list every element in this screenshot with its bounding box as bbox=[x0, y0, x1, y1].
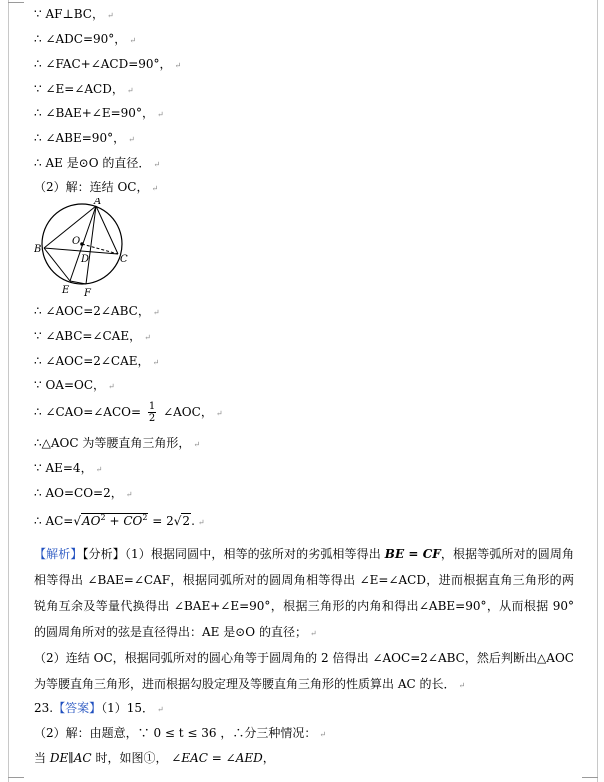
proof-line: ∴ ∠BAE+∠E=90°， ↵ bbox=[34, 106, 164, 120]
circle-figure bbox=[34, 198, 138, 298]
fraction-half: $\frac{1}{2}$ bbox=[148, 401, 156, 424]
q23-line: （2）解：由题意，∵ 0 ≤ t ≤ 36 ，∴分三种情况： ↵ bbox=[34, 726, 327, 740]
proof-line: ∵ ∠ABC=∠CAE， ↵ bbox=[34, 329, 151, 343]
proof-line: ∴ AO=CO=2， ↵ bbox=[34, 486, 133, 500]
arc-equation: BE = CF bbox=[384, 547, 441, 561]
answer-tag: 【答案】 bbox=[53, 701, 102, 715]
q23-line: 当 DE∥AC 时，如图①， ∠EAC = ∠AED， bbox=[34, 751, 275, 765]
label-d: D bbox=[81, 254, 90, 265]
left-margin-line bbox=[8, 0, 9, 782]
label-c: C bbox=[120, 254, 128, 265]
proof-line: ∴ ∠AOC=2∠CAE， ↵ bbox=[34, 354, 160, 368]
corner-mark bbox=[8, 2, 24, 3]
label-a: A bbox=[94, 198, 102, 207]
analysis-paragraph: 【解析】【分析】（1）根据同圆中，相等的弦所对的劣弧相等得出 BE = CF，根据等弧所对的圆周角相等得出 ∠BAE=∠CAF，根据同弧所对的圆周角相等得出 ∠E=∠ACD，进而根据直角三角形的两锐角互余及等量代换得出 ∠BAE+∠E=90°，根据三角形的内角和得出∠ABE=90°，从而根据 90°的圆周角所对的弦是直径得出：AE 是⊙O 的直径； ↵ bbox=[34, 547, 574, 639]
analysis-tag: 【解析】 bbox=[34, 547, 83, 561]
proof-line: （2）解：连结 OC， ↵ bbox=[34, 180, 159, 194]
analysis-paragraph: （2）连结 OC，根据同弧所对的圆心角等于圆周角的 2 倍得出 ∠AOC=2∠ABC，然后判断出△AOC 为等腰直角三角形，进而根据勾股定理及等腰直角三角形的性质算出 AC 的长． ↵ bbox=[34, 651, 574, 691]
proof-line: ∴ ∠FAC+∠ACD=90°， ↵ bbox=[34, 57, 182, 71]
corner-mark bbox=[582, 777, 598, 778]
center-point bbox=[80, 242, 84, 246]
segment-af bbox=[86, 206, 96, 284]
proof-line: ∴ ∠ADC=90°， ↵ bbox=[34, 32, 137, 46]
proof-line: ∴△AOC 为等腰直角三角形， ↵ bbox=[34, 436, 201, 450]
proof-line: ∵ AE=4， ↵ bbox=[34, 461, 103, 475]
proof-line: ∵ ∠E=∠ACD， ↵ bbox=[34, 82, 134, 96]
proof-line: ∴ ∠CAO=∠ACO= $\frac{1}{2}$ ∠AOC， ↵ bbox=[34, 401, 223, 424]
sqrt-two: √2 bbox=[173, 514, 191, 528]
proof-line: ∴ ∠ABE=90°， ↵ bbox=[34, 131, 135, 145]
proof-line: ∵ OA=OC， ↵ bbox=[34, 378, 115, 392]
sqrt-expression: $√AO^2 + CO^2$ bbox=[73, 513, 148, 528]
proof-line: ∴ ∠AOC=2∠ABC， ↵ bbox=[34, 304, 160, 318]
corner-mark bbox=[8, 777, 24, 778]
q23-answer-line: 23.【答案】（1）15． ↵ bbox=[34, 701, 164, 715]
label-o: O bbox=[72, 236, 81, 247]
proof-line: ∵ AF⊥BC， ↵ bbox=[34, 7, 114, 21]
right-margin-line bbox=[597, 0, 598, 782]
label-f: F bbox=[84, 288, 91, 298]
label-b: B bbox=[34, 244, 42, 255]
label-e: E bbox=[62, 285, 70, 296]
proof-line: ∴ AE 是⊙O 的直径． ↵ bbox=[34, 156, 161, 170]
proof-line: ∴ $AC=√AO^2 + CO^2 = 2√2$. ↵ bbox=[34, 513, 205, 528]
